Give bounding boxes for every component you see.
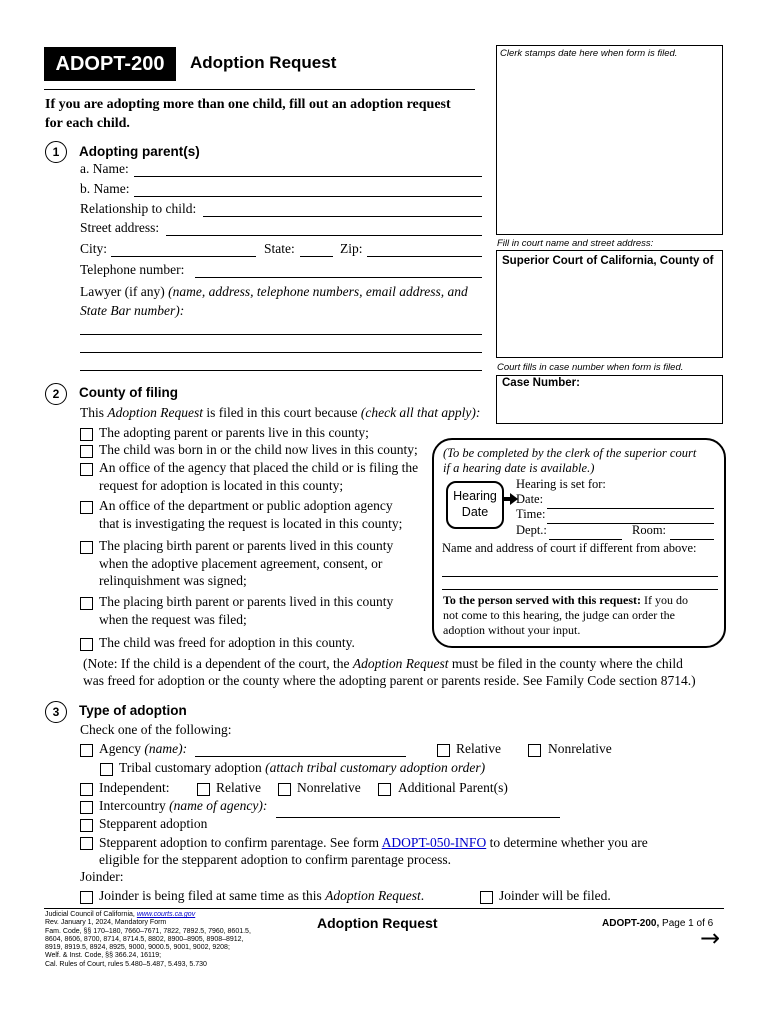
county-option-3b: request for adoption is located in this county; bbox=[99, 478, 344, 493]
joinder-will-be-filed-checkbox[interactable] bbox=[480, 891, 493, 904]
state-label: State: bbox=[264, 241, 295, 256]
served-3: adoption without your input. bbox=[443, 623, 581, 637]
footer-line-1: Rev. January 1, 2024, Mandatory Form bbox=[45, 919, 167, 927]
intercountry-agency-field[interactable] bbox=[276, 817, 560, 818]
note-pre: (Note: If the child is a dependent of the court, the bbox=[83, 656, 350, 671]
county-checkbox-5[interactable] bbox=[80, 541, 93, 554]
name-a-field[interactable] bbox=[134, 176, 482, 177]
note-form-name: Adoption Request bbox=[352, 656, 449, 671]
street-field[interactable] bbox=[166, 235, 482, 236]
agency-nonrelative-label: Nonrelative bbox=[548, 741, 612, 756]
joinder-same-time-checkbox[interactable] bbox=[80, 891, 93, 904]
county-option-6b: when the request was filed; bbox=[99, 612, 247, 627]
confirm-parentage-label bbox=[99, 834, 699, 868]
hearing-badge-line-2: Date bbox=[461, 505, 489, 519]
court-name-label: Superior Court of California, County of bbox=[502, 255, 714, 267]
tribal-text: Tribal customary adoption bbox=[119, 760, 262, 775]
section-2-number: 2 bbox=[45, 383, 67, 405]
county-checkbox-1[interactable] bbox=[80, 428, 93, 441]
confirm-parentage-checkbox[interactable] bbox=[80, 837, 93, 850]
agency-nonrelative-checkbox[interactable] bbox=[528, 744, 541, 757]
footer-line-3: 8604, 8606, 8700, 8714, 8714.5, 8802, 8900–8905, 8908–8912, bbox=[45, 935, 244, 943]
county-option-5a: The placing birth parent or parents lived in this county bbox=[99, 538, 394, 553]
lawyer-text: Lawyer (if any) bbox=[80, 284, 165, 299]
independent-relative-label: Relative bbox=[216, 780, 261, 795]
hearing-time-label: Time: bbox=[516, 507, 546, 521]
city-label: City: bbox=[80, 241, 108, 256]
county-checkbox-4[interactable] bbox=[80, 501, 93, 514]
footer-line-5: Welf. & Inst. Code, §§ 366.24, 16119; bbox=[45, 952, 162, 960]
independent-checkbox[interactable] bbox=[80, 783, 93, 796]
hearing-served-notice bbox=[443, 593, 715, 638]
name-a-label: a. Name: bbox=[80, 161, 129, 176]
agency-relative-label: Relative bbox=[456, 741, 501, 756]
check-one-label: Check one of the following: bbox=[80, 722, 232, 737]
note-post: must be filed in the county where the child bbox=[451, 656, 683, 671]
note-line-2: was freed for adoption or the county where the adopting parent or parents reside. See Family Code section 8714.) bbox=[83, 673, 696, 688]
street-label: Street address: bbox=[80, 220, 160, 235]
joinder-will-be-filed-label: Joinder will be filed. bbox=[499, 888, 611, 903]
county-checkbox-7[interactable] bbox=[80, 638, 93, 651]
title-rule bbox=[44, 89, 475, 90]
additional-parents-label: Additional Parent(s) bbox=[398, 780, 508, 795]
served-bold: To the person served with this request: bbox=[443, 593, 642, 607]
lead-mid: is filed in this court because bbox=[206, 405, 358, 420]
tribal-checkbox[interactable] bbox=[100, 763, 113, 776]
intercountry-hint: (name of agency): bbox=[169, 798, 268, 813]
footer-line-6: Cal. Rules of Court, rules 5.480–5.487, 5.493, 5.730 bbox=[45, 960, 207, 968]
hearing-intro-2: if a hearing date is available.) bbox=[443, 461, 595, 475]
court-caption: Fill in court name and street address: bbox=[497, 238, 654, 249]
county-option-4a: An office of the department or public adoption agency bbox=[99, 498, 393, 513]
hearing-date-label: Date: bbox=[516, 492, 544, 506]
hearing-intro bbox=[443, 446, 696, 476]
joinder-form-name: Adoption Request bbox=[325, 888, 421, 903]
hearing-badge-line-1: Hearing bbox=[453, 489, 497, 503]
lawyer-hint: (name, address, telephone numbers, email address, and State Bar number): bbox=[80, 284, 468, 318]
lawyer-line-2[interactable] bbox=[80, 352, 482, 353]
intro-instruction: If you are adopting more than one child, fill out an adoption request for each child. bbox=[45, 97, 451, 131]
footer-line-4: 8919, 8919.5, 8924, 8925, 9000, 9000.5, 9001, 9002, 9208; bbox=[45, 944, 230, 952]
intercountry-label bbox=[99, 798, 267, 814]
hearing-intro-1: (To be completed by the clerk of the superior court bbox=[443, 446, 697, 460]
zip-field[interactable] bbox=[367, 256, 482, 257]
case-caption: Court fills in case number when form is filed. bbox=[497, 362, 684, 373]
confirm-post: to determine whether you are bbox=[489, 835, 648, 850]
name-b-label: b. Name: bbox=[80, 181, 130, 196]
lead-pre: This bbox=[80, 405, 105, 420]
county-option-4b: that is investigating the request is located in this county; bbox=[99, 516, 403, 531]
county-option-6a: The placing birth parent or parents lived in this county bbox=[99, 594, 394, 609]
hearing-name-address: Name and address of court if different from above: bbox=[442, 541, 697, 555]
clerk-stamp-box bbox=[496, 45, 723, 235]
tribal-hint: (attach tribal customary adoption order) bbox=[265, 760, 486, 775]
name-b-field[interactable] bbox=[134, 196, 482, 197]
lead-hint: (check all that apply): bbox=[360, 405, 481, 420]
relationship-label: Relationship to child: bbox=[80, 201, 197, 216]
independent-nonrelative-label: Nonrelative bbox=[297, 780, 361, 795]
next-page-arrow-icon[interactable]: → bbox=[700, 924, 721, 952]
footer-citations bbox=[45, 911, 251, 969]
relationship-field[interactable] bbox=[203, 216, 482, 217]
section-3-number: 3 bbox=[45, 701, 67, 723]
state-field[interactable] bbox=[300, 256, 333, 257]
section-2-title: County of filing bbox=[79, 385, 178, 400]
hearing-date-field[interactable] bbox=[547, 508, 714, 509]
hearing-room-label: Room: bbox=[632, 523, 667, 537]
county-option-1: The adopting parent or parents live in this county; bbox=[99, 425, 369, 440]
independent-label: Independent: bbox=[99, 780, 170, 795]
agency-hint: (name): bbox=[144, 741, 188, 756]
county-option-5c: relinquishment was signed; bbox=[99, 573, 247, 588]
intercountry-checkbox[interactable] bbox=[80, 801, 93, 814]
additional-parents-checkbox[interactable] bbox=[378, 783, 391, 796]
hearing-address-line-2[interactable] bbox=[442, 589, 718, 590]
county-option-3a: An office of the agency that placed the child or is filing the bbox=[99, 460, 419, 475]
footer-page-info bbox=[602, 918, 713, 929]
county-checkbox-3[interactable] bbox=[80, 463, 93, 476]
footer-rule bbox=[44, 908, 724, 909]
confirm-line-2: eligible for the stepparent adoption to confirm parentage process. bbox=[99, 852, 452, 867]
tribal-label bbox=[119, 760, 485, 776]
independent-relative-checkbox[interactable] bbox=[197, 783, 210, 796]
footer-council: Judicial Council of California, bbox=[45, 911, 135, 918]
joinder-label: Joinder: bbox=[80, 869, 124, 884]
stepparent-label: Stepparent adoption bbox=[99, 816, 208, 831]
hearing-time-field[interactable] bbox=[547, 523, 714, 524]
county-note bbox=[83, 655, 723, 689]
section-1-title: Adopting parent(s) bbox=[79, 144, 200, 159]
hearing-date-badge bbox=[446, 481, 504, 529]
agency-name-field[interactable] bbox=[195, 756, 406, 757]
footer-form-number: ADOPT-200, bbox=[602, 918, 660, 929]
adopt-050-info-link[interactable]: ADOPT-050-INFO bbox=[381, 835, 487, 850]
section-3-title: Type of adoption bbox=[79, 703, 187, 718]
footer-title: Adoption Request bbox=[317, 915, 438, 931]
joinder-same-time-label: Joinder is being filed at same time as this Adoption Request. bbox=[99, 888, 425, 903]
telephone-field[interactable] bbox=[195, 277, 482, 278]
independent-nonrelative-checkbox[interactable] bbox=[278, 783, 291, 796]
served-2: not come to this hearing, the judge can order the bbox=[443, 608, 675, 622]
joinder-same-pre: Joinder is being filed at same time as this bbox=[99, 888, 322, 903]
agency-checkbox[interactable] bbox=[80, 744, 93, 757]
county-checkbox-6[interactable] bbox=[80, 597, 93, 610]
county-option-2: The child was born in or the child now lives in this county; bbox=[99, 442, 418, 457]
intercountry-text: Intercountry bbox=[99, 798, 166, 813]
lawyer-line-1[interactable] bbox=[80, 334, 482, 335]
city-field[interactable] bbox=[111, 256, 256, 257]
hearing-dept-field[interactable] bbox=[549, 539, 622, 540]
form-number-badge: ADOPT-200 bbox=[44, 47, 176, 81]
case-number-label: Case Number: bbox=[502, 377, 580, 389]
served-1: If you do bbox=[644, 593, 689, 607]
hearing-room-field[interactable] bbox=[670, 539, 714, 540]
zip-label: Zip: bbox=[340, 241, 363, 256]
county-option-5b: when the adoptive placement agreement, consent, or bbox=[99, 556, 383, 571]
lawyer-line-3[interactable] bbox=[80, 370, 482, 371]
agency-label bbox=[99, 741, 187, 757]
form-title: Adoption Request bbox=[190, 53, 337, 72]
hearing-set-for: Hearing is set for: bbox=[516, 477, 606, 491]
hearing-address-line-1[interactable] bbox=[442, 576, 718, 577]
courts-website-link[interactable]: www.courts.ca.gov bbox=[136, 911, 196, 918]
agency-text: Agency bbox=[99, 741, 141, 756]
agency-relative-checkbox[interactable] bbox=[437, 744, 450, 757]
lawyer-label bbox=[80, 282, 490, 320]
stepparent-checkbox[interactable] bbox=[80, 819, 93, 832]
telephone-label: Telephone number: bbox=[80, 262, 185, 277]
county-option-7: The child was freed for adoption in this county. bbox=[99, 635, 355, 650]
section-1-number: 1 bbox=[45, 141, 67, 163]
clerk-stamp-caption: Clerk stamps date here when form is filed. bbox=[500, 48, 678, 59]
hearing-dept-label: Dept.: bbox=[516, 523, 547, 537]
confirm-pre: Stepparent adoption to confirm parentage. See form bbox=[99, 835, 380, 850]
footer-page-number: Page 1 of 6 bbox=[662, 918, 714, 929]
section-2-lead bbox=[80, 405, 480, 421]
lead-form-name: Adoption Request bbox=[107, 405, 203, 420]
county-checkbox-2[interactable] bbox=[80, 445, 93, 458]
footer-line-2: Fam. Code, §§ 170–180, 7660–7671, 7822, 7892.5, 7960, 8601.5, bbox=[45, 927, 251, 935]
